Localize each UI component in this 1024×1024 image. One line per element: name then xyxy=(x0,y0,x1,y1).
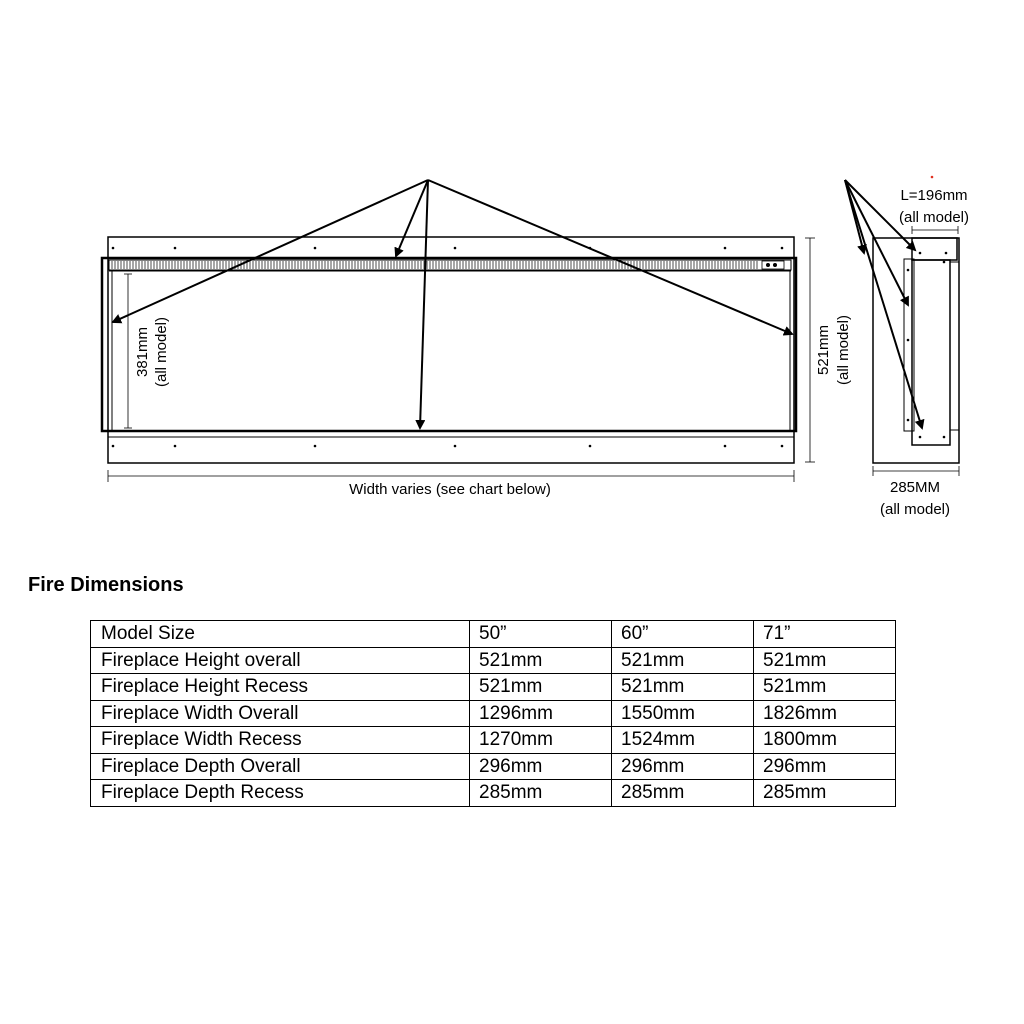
row-label-cell: Fireplace Height overall xyxy=(91,647,470,674)
value-cell: 1296mm xyxy=(470,700,612,727)
side-top-note: (all model) xyxy=(898,209,970,226)
table-header-cell: Model Size xyxy=(91,621,470,648)
vent-hatch xyxy=(112,261,757,269)
value-cell: 285mm xyxy=(754,780,896,807)
row-label-cell: Fireplace Width Recess xyxy=(91,727,470,754)
depth-label: 285MM xyxy=(889,479,941,496)
table-header-cell: 50” xyxy=(470,621,612,648)
side-outer-body xyxy=(873,238,959,463)
width-label: Width varies (see chart below) xyxy=(349,481,551,498)
table-row xyxy=(91,674,896,701)
value-cell: 1550mm xyxy=(612,700,754,727)
side-view xyxy=(873,238,959,463)
value-cell: 521mm xyxy=(470,647,612,674)
row-label-cell: Fireplace Depth Overall xyxy=(91,753,470,780)
front-pointer-arrows xyxy=(113,180,792,428)
value-cell: 296mm xyxy=(612,753,754,780)
depth-note: (all model) xyxy=(879,501,951,518)
value-cell: 296mm xyxy=(754,753,896,780)
table-row xyxy=(91,727,896,754)
value-cell: 521mm xyxy=(754,674,896,701)
side-top-dimension xyxy=(912,226,958,234)
value-cell: 285mm xyxy=(470,780,612,807)
overall-height-dimension xyxy=(805,238,815,462)
table-header-cell: 71” xyxy=(754,621,896,648)
table-header-row xyxy=(91,621,896,648)
value-cell: 1826mm xyxy=(754,700,896,727)
value-cell: 1800mm xyxy=(754,727,896,754)
inner-height-dimension xyxy=(124,274,132,428)
value-cell: 521mm xyxy=(612,674,754,701)
row-label-cell: Fireplace Depth Recess xyxy=(91,780,470,807)
table-row xyxy=(91,753,896,780)
table-row xyxy=(91,780,896,807)
table-header-cell: 60” xyxy=(612,621,754,648)
side-mounting-dots xyxy=(907,252,948,439)
overall-height-label: 521mm xyxy=(815,324,832,376)
overall-height-note: (all model) xyxy=(835,314,852,386)
control-panel-icon xyxy=(762,261,784,269)
row-label-cell: Fireplace Height Recess xyxy=(91,674,470,701)
value-cell: 285mm xyxy=(612,780,754,807)
side-top-label: L=196mm xyxy=(900,187,968,204)
value-cell: 1524mm xyxy=(612,727,754,754)
value-cell: 521mm xyxy=(470,674,612,701)
value-cell: 1270mm xyxy=(470,727,612,754)
value-cell: 521mm xyxy=(754,647,896,674)
table-title: Fire Dimensions xyxy=(28,574,184,596)
front-view xyxy=(102,237,796,463)
row-label-cell: Fireplace Width Overall xyxy=(91,700,470,727)
dimensions-table xyxy=(90,620,896,807)
inner-height-label: 381mm xyxy=(134,326,151,378)
table-row xyxy=(91,700,896,727)
table-row xyxy=(91,647,896,674)
depth-dimension xyxy=(873,466,959,476)
value-cell: 296mm xyxy=(470,753,612,780)
inner-height-note: (all model) xyxy=(153,316,170,388)
side-top-bracket xyxy=(912,238,957,260)
front-glass-panel xyxy=(102,258,796,431)
accent-dot xyxy=(931,176,934,179)
value-cell: 521mm xyxy=(612,647,754,674)
